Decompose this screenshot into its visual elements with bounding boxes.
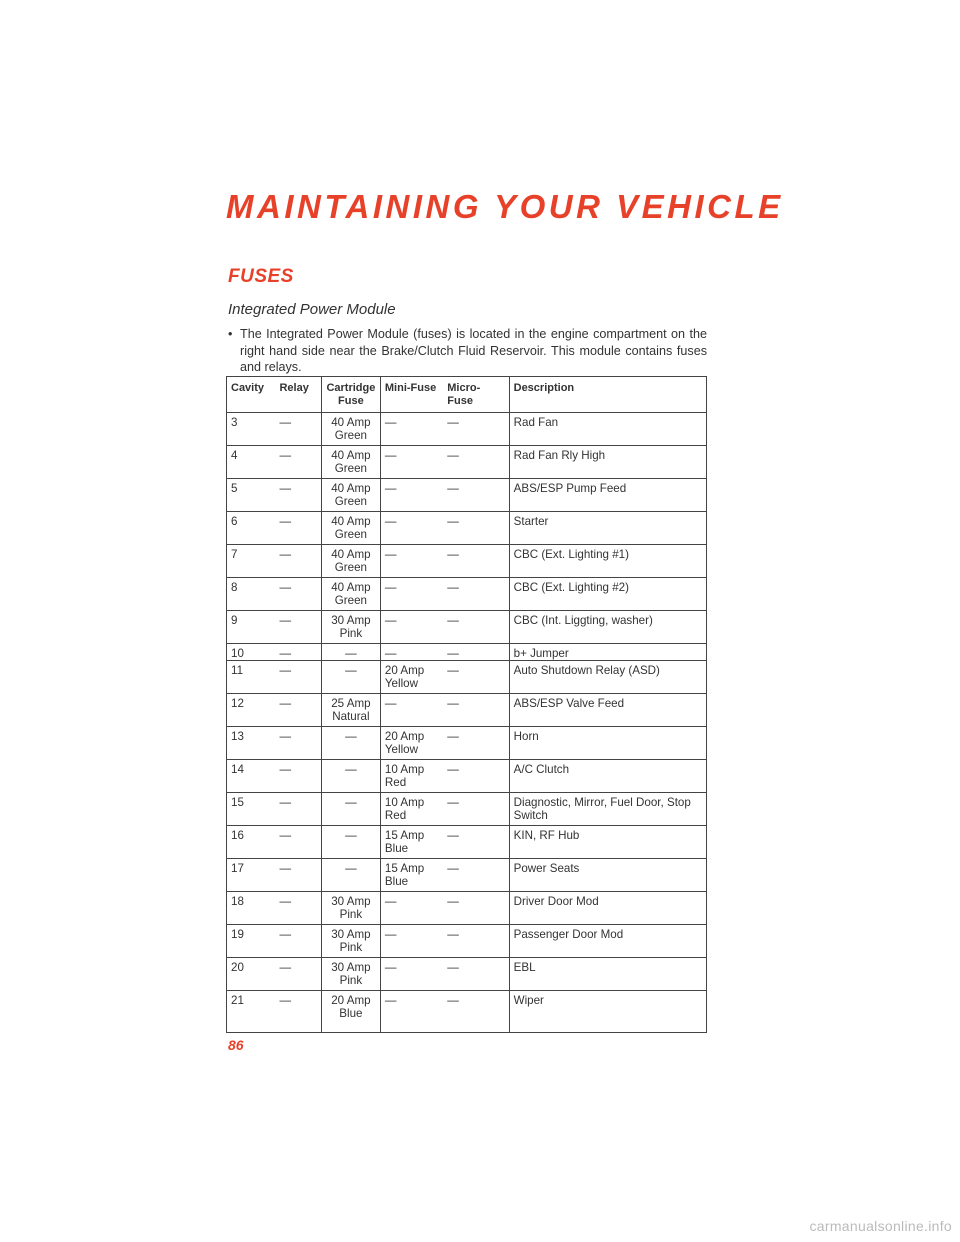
cell-micro-fuse <box>443 727 509 760</box>
page-number: 86 <box>228 1037 244 1053</box>
cell-description-text: Switch <box>513 809 548 822</box>
cell-mini-fuse-text: — <box>384 515 397 528</box>
cell-cavity <box>227 694 276 727</box>
cell-cartridge-fuse-text: 40 Amp <box>331 482 371 495</box>
cell-cavity-text: 16 <box>231 829 244 842</box>
table-body <box>227 413 707 1033</box>
cell-relay-text: — <box>279 664 292 677</box>
cell-cavity <box>227 826 276 859</box>
cell-mini-fuse <box>380 644 443 661</box>
cell-description <box>509 694 706 727</box>
cell-description-text: b+ Jumper <box>513 647 569 660</box>
cell-relay <box>275 644 321 661</box>
cell-cartridge-fuse <box>321 793 380 826</box>
cell-cavity <box>227 644 276 661</box>
cell-mini-fuse-text: — <box>384 961 397 974</box>
cell-cartridge-fuse-text: 40 Amp <box>331 416 371 429</box>
cell-cartridge-fuse-text: Green <box>334 528 368 541</box>
cell-description-text: Rad Fan <box>513 416 559 429</box>
cell-mini-fuse <box>380 925 443 958</box>
cell-cavity-text: 7 <box>231 548 238 561</box>
cell-description-text: Wiper <box>513 994 544 1007</box>
cell-cartridge-fuse-text: Pink <box>339 627 363 640</box>
cell-mini-fuse-text: — <box>384 482 397 495</box>
table-header-row <box>227 377 707 413</box>
cell-cavity-text: 6 <box>231 515 238 528</box>
cell-relay <box>275 611 321 644</box>
cell-cartridge-fuse-text: Natural <box>332 710 370 723</box>
cell-micro-fuse <box>443 826 509 859</box>
cell-relay-text: — <box>279 862 292 875</box>
cell-relay-text: — <box>279 928 292 941</box>
cell-mini-fuse <box>380 611 443 644</box>
table-row <box>227 826 707 859</box>
cell-cavity <box>227 512 276 545</box>
watermark: carmanualsonline.info <box>809 1218 952 1234</box>
chapter-title: MAINTAINING YOUR VEHICLE <box>226 188 784 225</box>
cell-mini-fuse <box>380 694 443 727</box>
table-row <box>227 512 707 545</box>
cell-cavity <box>227 793 276 826</box>
cell-micro-fuse <box>443 446 509 479</box>
cell-mini-fuse-text: — <box>384 548 397 561</box>
cell-relay <box>275 661 321 694</box>
table-row <box>227 991 707 1033</box>
cell-cartridge-fuse <box>321 578 380 611</box>
cell-description <box>509 545 706 578</box>
cell-mini-fuse <box>380 545 443 578</box>
header-cavity: Cavity <box>227 377 276 413</box>
cell-mini-fuse <box>380 760 443 793</box>
cell-relay-text: — <box>279 730 292 743</box>
cell-description-text: Passenger Door Mod <box>513 928 624 941</box>
cell-mini-fuse-text: Blue <box>384 875 409 888</box>
cell-description-text: Auto Shutdown Relay (ASD) <box>513 664 660 677</box>
cell-micro-fuse-text: — <box>447 697 459 710</box>
cell-relay <box>275 578 321 611</box>
cell-mini-fuse-text: Red <box>384 776 407 789</box>
cell-mini-fuse <box>380 479 443 512</box>
cell-relay-text: — <box>279 416 292 429</box>
cell-description-text: Diagnostic, Mirror, Fuel Door, Stop <box>513 796 691 809</box>
cell-micro-fuse <box>443 413 509 446</box>
cell-relay <box>275 859 321 892</box>
cell-cavity-text: 11 <box>231 664 244 677</box>
cell-cartridge-fuse-text: — <box>345 796 357 809</box>
cell-description <box>509 661 706 694</box>
cell-micro-fuse-text: — <box>447 928 459 941</box>
cell-micro-fuse-text: — <box>447 829 459 842</box>
cell-relay-text: — <box>279 581 292 594</box>
cell-cartridge-fuse-text: Blue <box>339 1007 363 1020</box>
cell-mini-fuse <box>380 859 443 892</box>
cell-description-text: Rad Fan Rly High <box>513 449 606 462</box>
cell-cavity-text: 10 <box>231 647 244 660</box>
cell-cavity-text: 20 <box>231 961 244 974</box>
cell-cartridge-fuse-text: Pink <box>339 941 363 954</box>
cell-cartridge-fuse <box>321 859 380 892</box>
cell-cartridge-fuse <box>321 892 380 925</box>
cell-cartridge-fuse <box>321 694 380 727</box>
cell-micro-fuse-text: — <box>447 449 459 462</box>
header-micro-fuse: Micro-Fuse <box>443 377 509 413</box>
cell-mini-fuse <box>380 793 443 826</box>
bullet-paragraph <box>228 326 707 376</box>
cell-cartridge-fuse <box>321 446 380 479</box>
cell-cartridge-fuse-text: — <box>345 763 357 776</box>
cell-description <box>509 892 706 925</box>
cell-relay-text: — <box>279 614 292 627</box>
cell-cartridge-fuse-text: 25 Amp <box>331 697 371 710</box>
cell-relay-text: — <box>279 548 292 561</box>
cell-mini-fuse <box>380 991 443 1033</box>
cell-relay-text: — <box>279 796 292 809</box>
cell-description-text: KIN, RF Hub <box>513 829 580 842</box>
cell-cartridge-fuse-text: Green <box>334 495 368 508</box>
cell-description <box>509 479 706 512</box>
cell-description-text: CBC (Ext. Lighting #2) <box>513 581 629 594</box>
cell-cavity-text: 17 <box>231 862 244 875</box>
cell-cavity-text: 8 <box>231 581 238 594</box>
table-row <box>227 661 707 694</box>
cell-mini-fuse <box>380 413 443 446</box>
cell-cartridge-fuse-text: 40 Amp <box>331 449 371 462</box>
table-row <box>227 578 707 611</box>
cell-description <box>509 446 706 479</box>
cell-cartridge-fuse-text: 40 Amp <box>331 581 371 594</box>
cell-micro-fuse-text: — <box>447 730 459 743</box>
cell-cartridge-fuse-text: — <box>345 829 357 842</box>
cell-cartridge-fuse <box>321 958 380 991</box>
cell-relay <box>275 545 321 578</box>
cell-mini-fuse-text: 15 Amp <box>384 829 425 842</box>
table-row <box>227 892 707 925</box>
cell-description <box>509 644 706 661</box>
cell-mini-fuse-text: Blue <box>384 842 409 855</box>
cell-cavity <box>227 991 276 1033</box>
cell-relay-text: — <box>279 449 292 462</box>
cell-cavity <box>227 479 276 512</box>
cell-micro-fuse-text: — <box>447 581 459 594</box>
cell-cavity <box>227 958 276 991</box>
cell-cavity <box>227 578 276 611</box>
cell-relay <box>275 793 321 826</box>
cell-micro-fuse-text: — <box>447 548 459 561</box>
cell-micro-fuse <box>443 925 509 958</box>
table-row <box>227 644 707 661</box>
cell-relay-text: — <box>279 961 292 974</box>
table-row <box>227 446 707 479</box>
header-cartridge-line2: Fuse <box>338 395 364 407</box>
cell-cavity-text: 21 <box>231 994 244 1007</box>
cell-mini-fuse-text: Yellow <box>384 677 418 690</box>
table-row <box>227 611 707 644</box>
bullet-text: The Integrated Power Module (fuses) is located in the engine compartment on the right hand side near the Brake/Clutch Fluid Reservoir. This module contains fuses and relays. <box>240 327 707 374</box>
cell-relay <box>275 826 321 859</box>
cell-mini-fuse <box>380 892 443 925</box>
table-row <box>227 727 707 760</box>
cell-cavity <box>227 661 276 694</box>
cell-description <box>509 793 706 826</box>
cell-relay <box>275 760 321 793</box>
cell-cartridge-fuse-text: 30 Amp <box>331 895 371 908</box>
cell-cartridge-fuse <box>321 545 380 578</box>
cell-relay-text: — <box>279 482 292 495</box>
cell-cavity <box>227 859 276 892</box>
cell-mini-fuse-text: — <box>384 895 397 908</box>
section-title: FUSES <box>228 266 294 287</box>
table-row <box>227 793 707 826</box>
header-description: Description <box>509 377 706 413</box>
cell-relay <box>275 727 321 760</box>
cell-mini-fuse <box>380 727 443 760</box>
cell-micro-fuse-text: — <box>447 515 459 528</box>
cell-relay <box>275 892 321 925</box>
cell-cartridge-fuse-text: Pink <box>339 974 363 987</box>
cell-cavity <box>227 892 276 925</box>
cell-micro-fuse <box>443 793 509 826</box>
cell-cavity-text: 15 <box>231 796 244 809</box>
cell-micro-fuse <box>443 661 509 694</box>
cell-micro-fuse <box>443 512 509 545</box>
cell-micro-fuse <box>443 859 509 892</box>
cell-description-text: Starter <box>513 515 549 528</box>
cell-micro-fuse <box>443 644 509 661</box>
cell-relay-text: — <box>279 697 292 710</box>
cell-mini-fuse <box>380 578 443 611</box>
cell-mini-fuse-text: — <box>384 416 397 429</box>
cell-relay <box>275 925 321 958</box>
header-mini-fuse: Mini-Fuse <box>380 377 443 413</box>
cell-relay <box>275 958 321 991</box>
cell-cartridge-fuse-text: — <box>345 664 357 677</box>
cell-mini-fuse <box>380 512 443 545</box>
cell-mini-fuse-text: — <box>384 449 397 462</box>
cell-cartridge-fuse-text: — <box>345 730 357 743</box>
cell-description-text: ABS/ESP Pump Feed <box>513 482 627 495</box>
cell-description <box>509 512 706 545</box>
cell-micro-fuse-text: — <box>447 862 459 875</box>
cell-description <box>509 958 706 991</box>
cell-description-text: Driver Door Mod <box>513 895 599 908</box>
table-row <box>227 958 707 991</box>
cell-relay-text: — <box>279 829 292 842</box>
cell-mini-fuse <box>380 826 443 859</box>
cell-description-text: ABS/ESP Valve Feed <box>513 697 625 710</box>
cell-cartridge-fuse-text: Green <box>334 561 368 574</box>
cell-cavity-text: 14 <box>231 763 244 776</box>
cell-mini-fuse-text: 20 Amp <box>384 730 425 743</box>
header-cartridge-fuse <box>321 377 380 413</box>
cell-cavity <box>227 925 276 958</box>
cell-cartridge-fuse-text: 30 Amp <box>331 961 371 974</box>
cell-cartridge-fuse <box>321 479 380 512</box>
cell-cartridge-fuse <box>321 826 380 859</box>
table-row <box>227 694 707 727</box>
cell-cartridge-fuse-text: 30 Amp <box>331 928 371 941</box>
cell-mini-fuse-text: — <box>384 928 397 941</box>
cell-cartridge-fuse-text: Green <box>334 462 368 475</box>
cell-cartridge-fuse <box>321 512 380 545</box>
cell-micro-fuse <box>443 479 509 512</box>
cell-description <box>509 727 706 760</box>
cell-cavity <box>227 545 276 578</box>
cell-description <box>509 826 706 859</box>
cell-cavity <box>227 413 276 446</box>
cell-cartridge-fuse <box>321 644 380 661</box>
cell-micro-fuse <box>443 545 509 578</box>
header-cartridge-line1: Cartridge <box>326 382 376 394</box>
cell-relay <box>275 991 321 1033</box>
cell-description <box>509 611 706 644</box>
cell-micro-fuse-text: — <box>447 994 459 1007</box>
table-row <box>227 545 707 578</box>
cell-mini-fuse-text: Yellow <box>384 743 418 756</box>
cell-description-text: A/C Clutch <box>513 763 570 776</box>
fuse-table <box>226 376 707 1033</box>
cell-cartridge-fuse <box>321 611 380 644</box>
cell-mini-fuse-text: 15 Amp <box>384 862 425 875</box>
cell-micro-fuse <box>443 958 509 991</box>
cell-mini-fuse-text: 10 Amp <box>384 763 425 776</box>
cell-cavity-text: 12 <box>231 697 244 710</box>
cell-cartridge-fuse <box>321 991 380 1033</box>
cell-cartridge-fuse-text: Green <box>334 594 368 607</box>
cell-description-text: CBC (Ext. Lighting #1) <box>513 548 629 561</box>
table-row <box>227 479 707 512</box>
table-row <box>227 413 707 446</box>
cell-cavity-text: 18 <box>231 895 244 908</box>
cell-cavity <box>227 760 276 793</box>
cell-mini-fuse-text: — <box>384 994 397 1007</box>
cell-mini-fuse <box>380 958 443 991</box>
cell-relay-text: — <box>279 895 292 908</box>
cell-cavity-text: 4 <box>231 449 238 462</box>
cell-cartridge-fuse <box>321 661 380 694</box>
cell-description <box>509 413 706 446</box>
cell-micro-fuse-text: — <box>447 647 459 660</box>
cell-description <box>509 859 706 892</box>
header-relay: Relay <box>275 377 321 413</box>
cell-relay <box>275 694 321 727</box>
cell-micro-fuse <box>443 694 509 727</box>
table-row <box>227 859 707 892</box>
cell-cartridge-fuse-text: Green <box>334 429 368 442</box>
cell-mini-fuse <box>380 661 443 694</box>
cell-mini-fuse-text: — <box>384 697 397 710</box>
cell-cartridge-fuse-text: 30 Amp <box>331 614 371 627</box>
cell-mini-fuse-text: — <box>384 614 397 627</box>
cell-description <box>509 925 706 958</box>
cell-cartridge-fuse <box>321 727 380 760</box>
cell-mini-fuse-text: 20 Amp <box>384 664 425 677</box>
cell-micro-fuse-text: — <box>447 416 459 429</box>
cell-micro-fuse-text: — <box>447 482 459 495</box>
cell-description-text: EBL <box>513 961 536 974</box>
cell-mini-fuse-text: — <box>384 581 397 594</box>
cell-description-text: Horn <box>513 730 539 743</box>
cell-micro-fuse-text: — <box>447 664 459 677</box>
cell-description-text: CBC (Int. Liggting, washer) <box>513 614 653 627</box>
cell-cartridge-fuse <box>321 925 380 958</box>
cell-cartridge-fuse-text: 40 Amp <box>331 548 371 561</box>
cell-micro-fuse-text: — <box>447 763 459 776</box>
table-row <box>227 760 707 793</box>
bullet-dot-icon: • <box>228 327 233 341</box>
cell-relay-text: — <box>279 647 292 660</box>
cell-cartridge-fuse-text: — <box>345 647 357 660</box>
cell-description <box>509 991 706 1033</box>
cell-cartridge-fuse-text: 40 Amp <box>331 515 371 528</box>
cell-cavity <box>227 727 276 760</box>
cell-relay <box>275 512 321 545</box>
cell-cartridge-fuse <box>321 413 380 446</box>
cell-cavity-text: 19 <box>231 928 244 941</box>
cell-description <box>509 578 706 611</box>
cell-cavity-text: 3 <box>231 416 238 429</box>
table-row <box>227 925 707 958</box>
section-subtitle: Integrated Power Module <box>228 301 396 318</box>
cell-mini-fuse-text: 10 Amp <box>384 796 425 809</box>
cell-description-text: Power Seats <box>513 862 580 875</box>
cell-cavity-text: 9 <box>231 614 238 627</box>
cell-relay-text: — <box>279 763 292 776</box>
cell-relay-text: — <box>279 994 292 1007</box>
cell-mini-fuse-text: — <box>384 647 397 660</box>
cell-cavity <box>227 611 276 644</box>
cell-micro-fuse-text: — <box>447 796 459 809</box>
cell-micro-fuse <box>443 760 509 793</box>
cell-cavity-text: 5 <box>231 482 238 495</box>
cell-mini-fuse <box>380 446 443 479</box>
cell-micro-fuse-text: — <box>447 895 459 908</box>
cell-cavity-text: 13 <box>231 730 244 743</box>
cell-cartridge-fuse <box>321 760 380 793</box>
cell-relay-text: — <box>279 515 292 528</box>
cell-description <box>509 760 706 793</box>
cell-relay <box>275 479 321 512</box>
cell-micro-fuse-text: — <box>447 961 459 974</box>
cell-relay <box>275 413 321 446</box>
cell-micro-fuse <box>443 991 509 1033</box>
cell-micro-fuse <box>443 578 509 611</box>
cell-micro-fuse <box>443 611 509 644</box>
cell-micro-fuse <box>443 892 509 925</box>
cell-relay <box>275 446 321 479</box>
cell-cartridge-fuse-text: Pink <box>339 908 363 921</box>
cell-cartridge-fuse-text: 20 Amp <box>331 994 371 1007</box>
cell-micro-fuse-text: — <box>447 614 459 627</box>
cell-cavity <box>227 446 276 479</box>
cell-mini-fuse-text: Red <box>384 809 407 822</box>
cell-cartridge-fuse-text: — <box>345 862 357 875</box>
